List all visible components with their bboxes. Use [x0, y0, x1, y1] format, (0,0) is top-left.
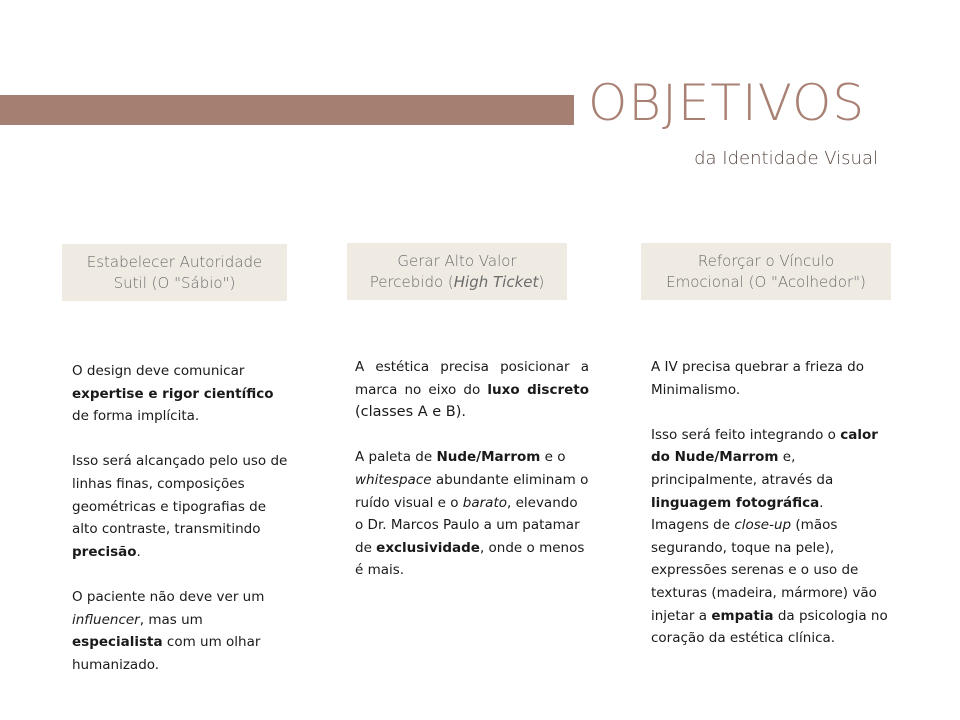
col1-paragraph-3: O paciente não deve ver um influencer, mas um especialista com um olhar humanizado. — [72, 588, 265, 673]
col3-paragraph-1: A IV precisa quebrar a frieza do Minimalismo. — [651, 359, 865, 398]
objective-1-line2: Sutil (O "Sábio") — [113, 273, 236, 292]
column-value-text — [355, 356, 589, 582]
page-title: OBJETIVOS — [588, 74, 866, 132]
objective-3-line1: Reforçar o Vínculo — [697, 251, 835, 270]
accent-bar — [0, 95, 574, 125]
column-authority-text — [72, 360, 294, 676]
col1-paragraph-2: Isso será alcançado pelo uso de linhas finas, composições geométricas e tipografias de alto contraste, transmitindo precisão. — [72, 453, 288, 560]
col3-paragraph-2: Isso será feito integrando o calor do Nude/Marrom e, principalmente, através da linguagem fotográfica. — [651, 426, 878, 511]
objective-2-line2: Percebido (High Ticket) — [369, 272, 545, 291]
column-bond-text — [651, 356, 889, 650]
objective-box-value — [347, 243, 567, 300]
col3-paragraph-3: Imagens de close-up (mãos segurando, toque na pele), expressões serenas e o uso de texturas (madeira, mármore) vão injetar a empatia da psicologia no coração da estética clínica. — [651, 517, 888, 647]
col2-paragraph-2: A paleta de Nude/Marrom e o whitespace abundante eliminam o ruído visual e o barato, elevando o Dr. Marcos Paulo a um patamar de exclusividade, onde o menos é mais. — [355, 449, 589, 579]
col1-paragraph-1: O design deve comunicar expertise e rigor científico de forma implícita. — [72, 363, 274, 425]
objective-1-line1: Estabelecer Autoridade — [86, 252, 263, 271]
col2-paragraph-1: A estética precisa posicionar a marca no eixo do luxo discreto (classes A e B). — [355, 359, 589, 421]
page-subtitle: da Identidade Visual — [694, 148, 878, 169]
objective-3-line2: Emocional (O "Acolhedor") — [666, 272, 866, 291]
objective-2-line1: Gerar Alto Valor — [397, 251, 517, 270]
objective-box-bond — [641, 243, 891, 300]
objective-box-authority — [62, 244, 287, 301]
